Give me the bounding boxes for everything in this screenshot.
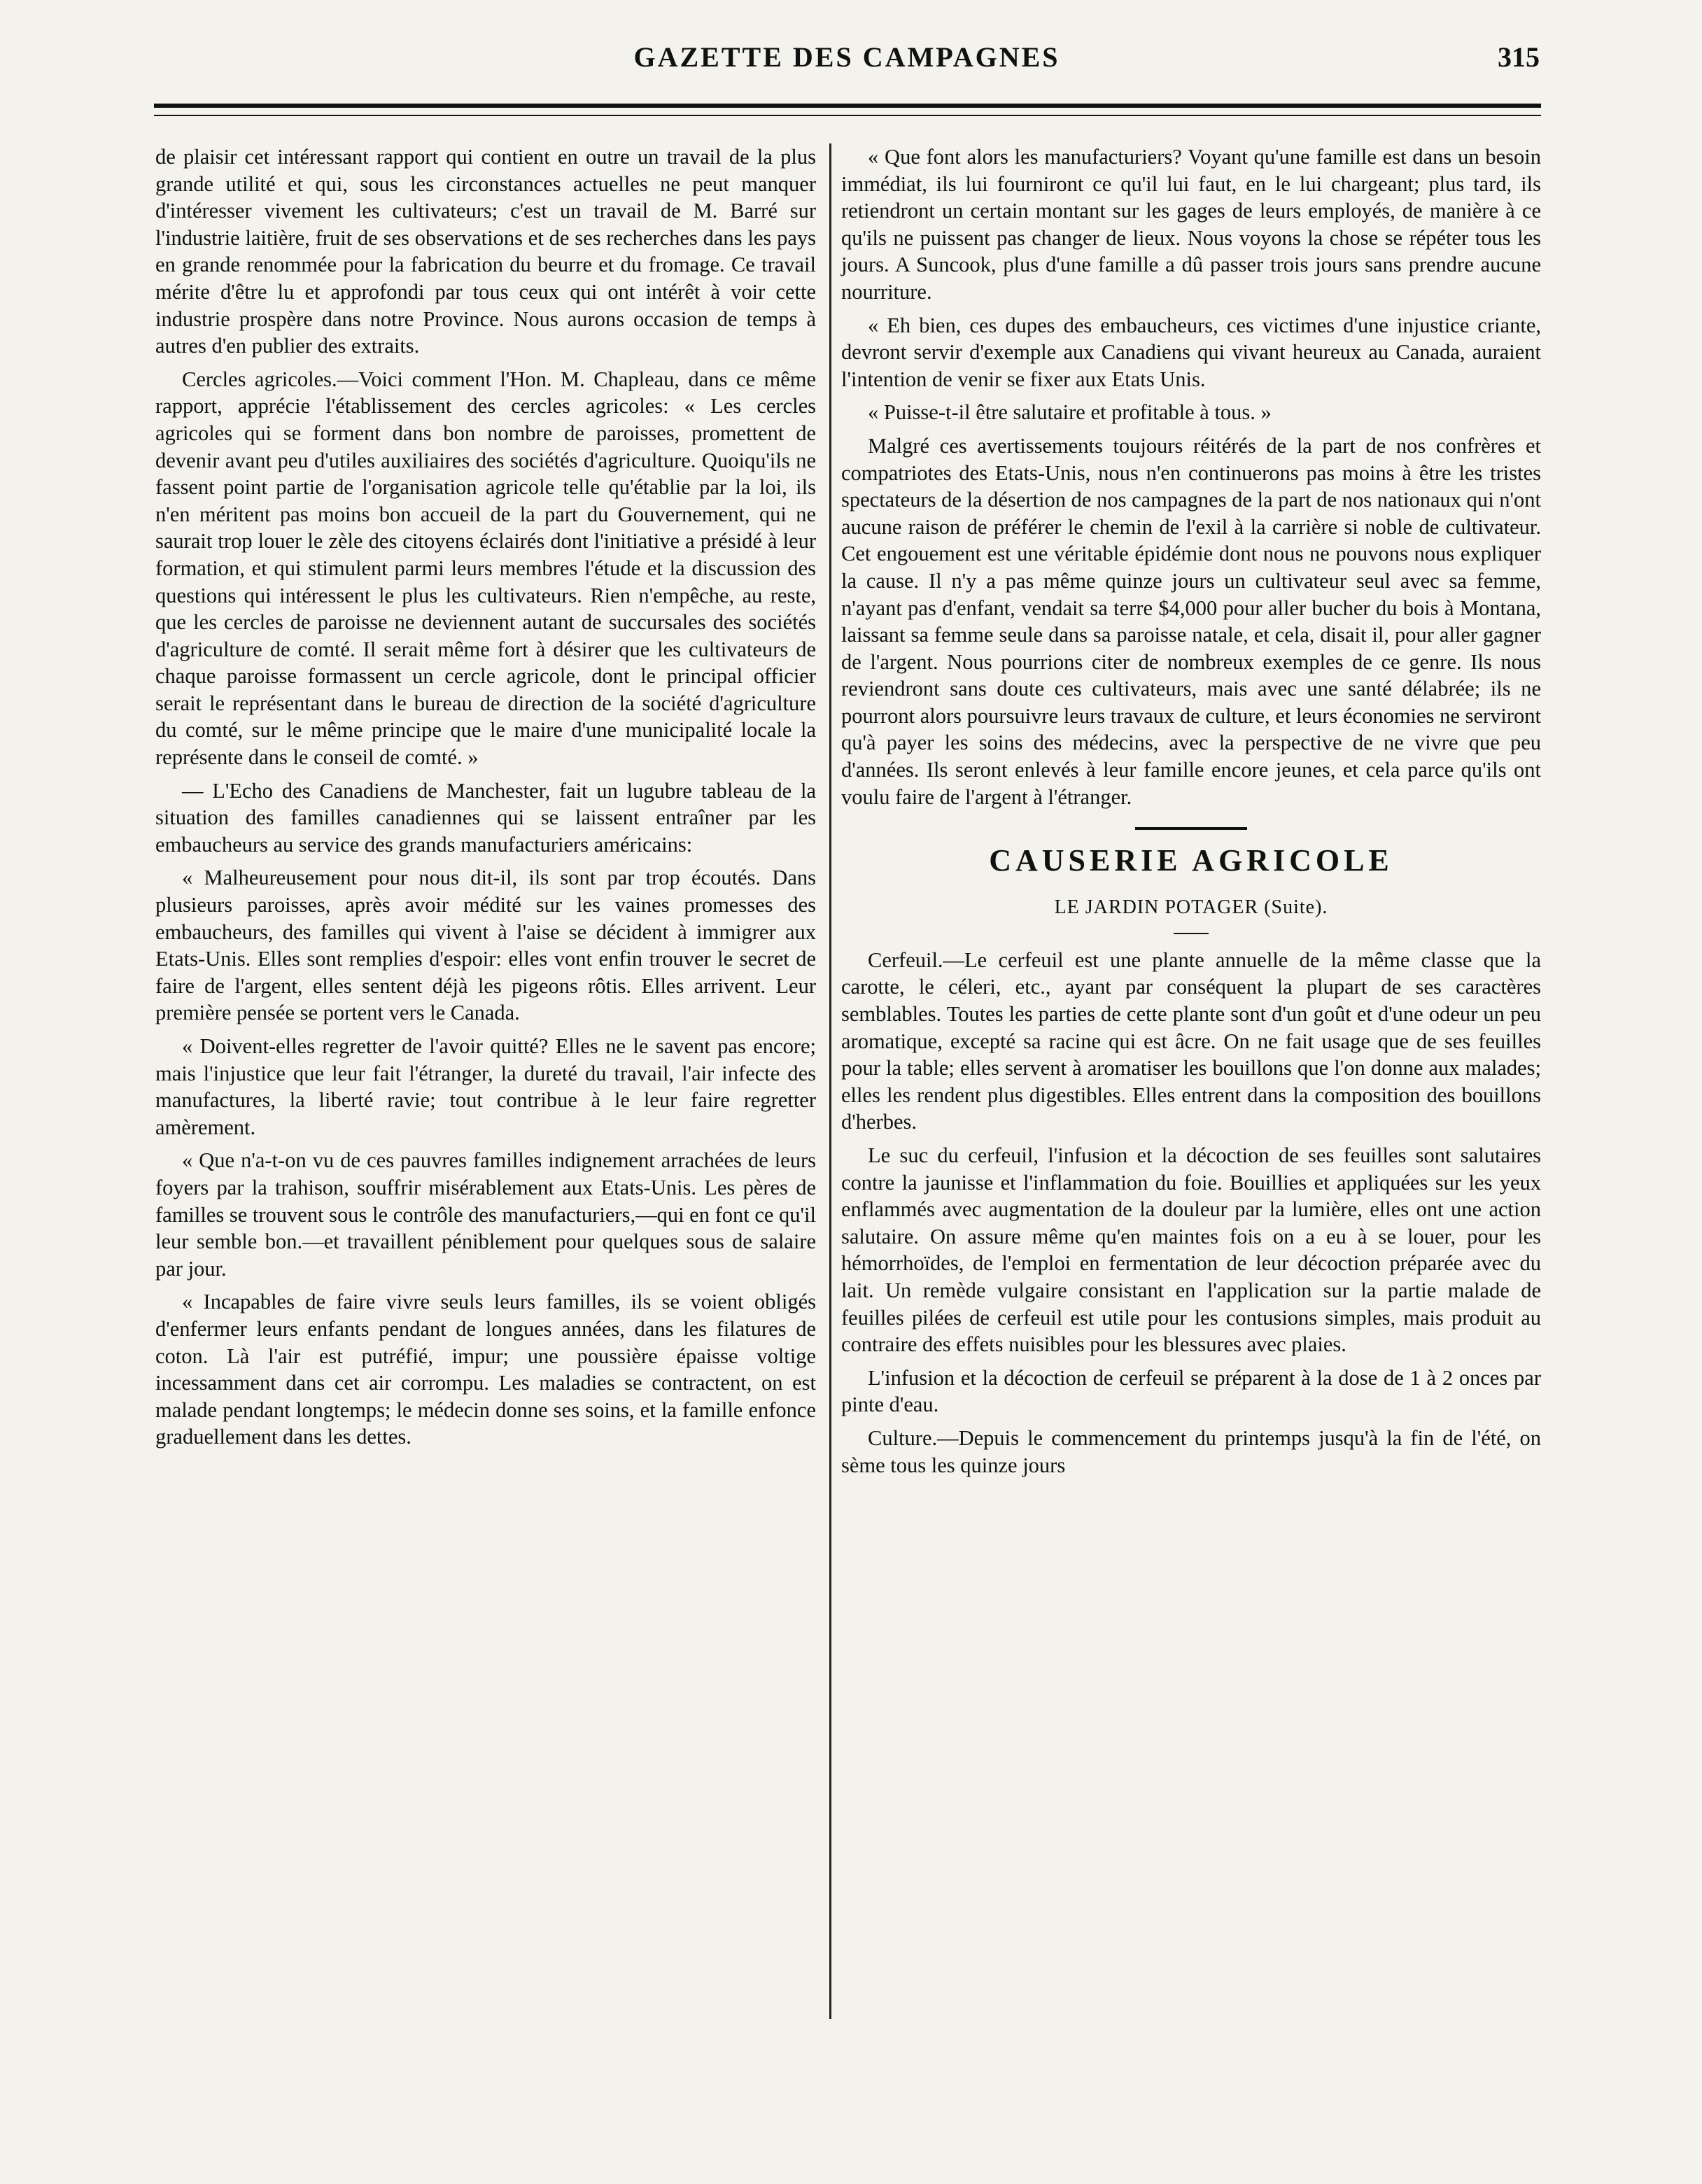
column-divider bbox=[829, 143, 831, 2019]
paragraph: Malgré ces avertissements toujours réitérés de la part de nos confrères et compatriotes des Etats-Unis, nous n'en continuerons pas moins à être les tristes spectateurs de la désertion de nos campagnes de la part de nos nationaux qui n'ont aucune raison de préférer le chemin de l'exil à la carrière si noble de cultivateur. Cet engouement est une véritable épidémie dont nous ne pouvons nous expliquer la cause. Il n'y a pas même quinze jours un cultivateur seul avec sa femme, n'ayant pas d'enfant, vendait sa terre $4,000 pour aller bucher du bois à Montana, laissant sa femme seule dans sa paroisse natale, et cela, disait il, pour aller gagner de l'argent. Nous pourrions citer de nombreux exemples de ce genre. Ils nous reviendront sans doute ces cultivateurs, mais avec une santé délabrée; ils ne pourront alors poursuivre leurs travaux de culture, et leurs économies ne serviront qu'à payer les soins des médecins, avec la perspective de ne vivre que peu d'années. Ils seront enlevés à leur famille encore jeunes, et cela parce qu'ils ont voulu faire de l'argent à l'étranger. bbox=[841, 433, 1541, 809]
paragraph: Le suc du cerfeuil, l'infusion et la décoction de ses feuilles sont salutaires contre la jaunisse et l'inflammation du foie. Bouillies et appliquées sur les yeux enflammés avec augmentation de la douleur par la lumière, elles ont une action salutaire. On assure même qu'en maintes fois on a eu à se louer, pour les hémorrhoïdes, de l'emploi en fermentation de leur décoction préparée avec du lait. Un remède vulgaire consistant en l'application sur la partie malade de feuilles pilées de cerfeuil est utile pour les contusions simples, mais produit au contraire des effets nuisibles pour les blessures avec plaies. bbox=[841, 1143, 1541, 1357]
masthead: GAZETTE DES CAMPAGNES bbox=[633, 41, 1060, 73]
paragraph: « Que n'a-t-on vu de ces pauvres familles indignement arrachées de leurs foyers par la trahison, souffrir misérablement aux Etats-Unis. Les pères de familles se trouvent sous le contrôle des manufacturiers,—qui en font ce qu'il leur semble bon.—et travaillent péniblement pour quelques sous de salaire par jour. bbox=[155, 1148, 816, 1281]
paragraph: « Incapables de faire vivre seuls leurs familles, ils se voient obligés d'enfermer leurs enfants pendant de longues années, dans les filatures de coton. Là l'air est putréfié, impur; une poussière épaisse voltige incessamment dans cet air corrompu. Les maladies se contractent, on est malade pendant longtemps; le médecin donne ses soins, et la famille enfonce graduellement dans les dettes. bbox=[155, 1290, 816, 1449]
paragraph: L'infusion et la décoction de cerfeuil se préparent à la dose de 1 à 2 onces par pinte d'eau. bbox=[841, 1365, 1541, 1417]
paragraph: Culture.—Depuis le commencement du printemps jusqu'à la fin de l'été, on sème tous les quinze jours bbox=[841, 1425, 1541, 1477]
paragraph: « Doivent-elles regretter de l'avoir quitté? Elles ne le savent pas encore; mais l'injustice que leur fait l'étranger, la dureté du travail, l'air infecte des manufactures, la liberté ravie; tout contribue à le leur faire regretter amèrement. bbox=[155, 1034, 816, 1139]
paragraph: « Que font alors les manufacturiers? Voyant qu'une famille est dans un besoin immédiat, ils lui fourniront ce qu'il lui faut, en le lui chargeant; plus tard, ils retiendront un certain montant sur les gages de leurs employés, de manière à ce qu'ils ne puissent pas changer de lieux. Nous voyons la chose se répéter tous les jours. A Suncook, plus d'une famille a dû passer trois jours sans prendre aucune nourriture. bbox=[841, 145, 1541, 304]
paragraph: — L'Echo des Canadiens de Manchester, fait un lugubre tableau de la situation des familles canadiennes qui se laissent entraîner par les embaucheurs au service des grands manufacturiers américains: bbox=[155, 778, 816, 857]
paragraph: « Eh bien, ces dupes des embaucheurs, ces victimes d'une injustice criante, devront servir d'exemple aux Canadiens qui vivant heureux au Canada, auraient l'intention de venir se fixer aux Etats Unis. bbox=[841, 313, 1541, 391]
section-title: CAUSERIE AGRICOLE bbox=[841, 827, 1541, 879]
paragraph: de plaisir cet intéressant rapport qui contient en outre un travail de la plus grande utilité et qui, sous les circonstances actuelles ne peut manquer d'intéresser vivement les cultivateurs; c'est un travail de M. Barré sur l'industrie laitière, fruit de ses observations et de ses recherches dans les pays en grande renommée pour la fabrication du beurre et du fromage. Ce travail mérite d'être lu et approfondi par tous ceux qui ont intérêt à voir cette industrie prospère dans notre Province. Nous aurons occasion de temps à autres d'en publier des extraits. bbox=[155, 145, 816, 358]
paragraph: Cerfeuil.—Le cerfeuil est une plante annuelle de la même classe que la carotte, le céleri, etc., ayant par conséquent la plupart de ses caractères semblables. Toutes les parties de cette plante sont d'un goût et d'une odeur un peu aromatique, excepté sa racine qui est âcre. On ne fait usage que de ses feuilles pour la table; elles servent à aromatiser les bouillons que l'on donne aux malades; elles les rendent plus digestibles. Elles entrent dans la composition des bouillons d'herbes. bbox=[841, 947, 1541, 1134]
paragraph: Cercles agricoles.—Voici comment l'Hon. M. Chapleau, dans ce même rapport, apprécie l'établissement des cercles agricoles: « Les cercles agricoles qui se forment dans bon nombre de paroisses, promettent de devenir avant peu d'utiles auxiliaires des sociétés d'agriculture. Quoiqu'ils ne fassent point partie de l'organisation agricole telle qu'établie par la loi, ils n'en méritent pas moins bon accueil de la part du Gouvernement, qui ne saurait trop louer le zèle des citoyens éclairés dont l'initiative a présidé à leur formation, et qui stimulent parmi leurs membres l'étude et la discussion des questions qui intéressent le plus les cultivateurs. Rien n'empêche, au reste, que les cercles de paroisse ne deviennent autant de succursales des sociétés d'agriculture de comté. Il serait même fort à désirer que les cultivateurs de chaque paroisse formassent un cercle agricole, dont le principal officier serait le représentant dans le bureau de direction de la société d'agriculture du comté, sur le même principe que le maire d'une municipalité locale la représente dans le conseil de comté. » bbox=[155, 367, 816, 770]
left-column bbox=[155, 143, 816, 1457]
page-number: 315 bbox=[1498, 41, 1540, 73]
page-header bbox=[154, 41, 1540, 83]
header-rule-thin bbox=[154, 115, 1541, 116]
section-subtitle: LE JARDIN POTAGER (Suite). bbox=[841, 894, 1541, 934]
right-column bbox=[841, 143, 1541, 1485]
header-rule-thick bbox=[154, 104, 1541, 108]
paragraph: « Malheureusement pour nous dit-il, ils sont par trop écoutés. Dans plusieurs paroisses, après avoir médité sur les vaines promesses des embaucheurs, des familles qui vivent à l'aise se décident à immigrer aux Etats-Unis. Elles sont remplies d'espoir: elles vont enfin trouver le secret de faire de l'argent, elles sentent déjà les pigeons rôtis. Elles arrivent. Leur première pensée se portent vers le Canada. bbox=[155, 866, 816, 1025]
paragraph: « Puisse-t-il être salutaire et profitable à tous. » bbox=[868, 400, 1272, 425]
